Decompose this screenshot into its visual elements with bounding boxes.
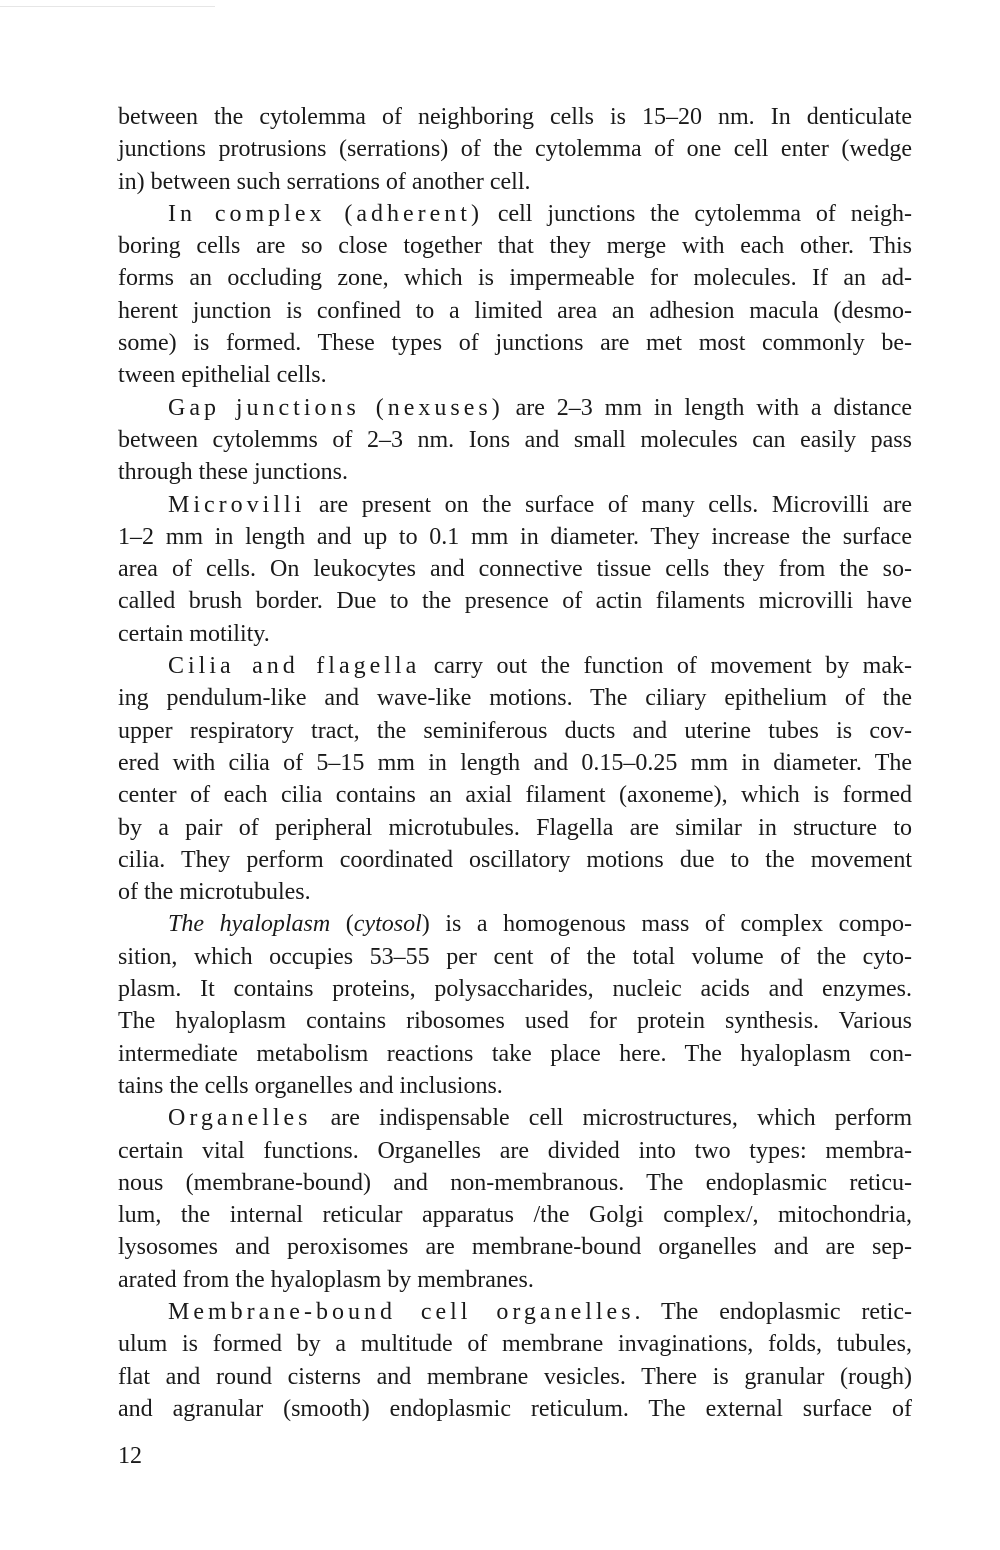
- text-run: cilia. They perform coordinated oscillatory motions due to the movement: [118, 846, 912, 873]
- text-run: certain vital functions. Organelles are divided into two types: membra-: [118, 1137, 912, 1164]
- text-run: herent junction is confined to a limited area an adhesion macula (desmo-: [118, 297, 912, 324]
- text-run: tains the cells organelles and inclusions.: [118, 1072, 503, 1099]
- text-run: 1–2 mm in length and up to 0.1 mm in diameter. They increase the surface: [118, 523, 912, 550]
- page-number: 12: [118, 1443, 142, 1469]
- text-line: [118, 844, 912, 876]
- text-run: are 2–3 mm in length with a distance: [503, 394, 912, 421]
- text-run: of the microtubules.: [118, 879, 311, 906]
- text-line: [118, 1070, 912, 1102]
- text-run: intermediate metabolism reactions take place here. The hyaloplasm con-: [118, 1040, 912, 1067]
- italic-term: The hyaloplasm: [168, 911, 331, 938]
- text-run: ) is a homogenous mass of complex compo-: [421, 911, 912, 938]
- text-line: [118, 1005, 912, 1037]
- text-run: flat and round cisterns and membrane vesicles. There is granular (rough): [118, 1363, 912, 1390]
- text-line: [118, 166, 912, 198]
- scan-edge-line: [0, 6, 215, 7]
- spaced-term: Cilia and flagella: [168, 653, 421, 680]
- text-run: nous (membrane-bound) and non-membranous. The endoplasmic reticu-: [118, 1169, 912, 1196]
- text-run: through these junctions.: [118, 459, 348, 486]
- text-run: between cytolemms of 2–3 nm. Ions and small molecules can easily pass: [118, 426, 912, 453]
- text-run: by a pair of peripheral microtubules. Flagella are similar in structure to: [118, 814, 912, 841]
- text-run: tween epithelial cells.: [118, 362, 327, 389]
- text-line: [118, 1199, 912, 1231]
- text-line: [118, 941, 912, 973]
- text-run: area of cells. On leukocytes and connective tissue cells they from the so-: [118, 556, 912, 583]
- text-run: lum, the internal reticular apparatus /the Golgi complex/, mitochondria,: [118, 1202, 912, 1229]
- text-line: [118, 650, 912, 682]
- text-run: in) between such serrations of another cell.: [118, 168, 531, 195]
- text-line: [118, 101, 912, 133]
- text-run: boring cells are so close together that they merge with each other. This: [118, 233, 912, 260]
- text-line: [118, 1393, 912, 1425]
- text-run: forms an occluding zone, which is impermeable for molecules. If an ad-: [118, 265, 912, 292]
- text-run: certain motility.: [118, 620, 270, 647]
- text-line: [118, 973, 912, 1005]
- text-line: [118, 1167, 912, 1199]
- text-line: [118, 908, 912, 940]
- text-run: and agranular (smooth) endoplasmic reticulum. The external surface of: [118, 1395, 912, 1422]
- text-line: [118, 424, 912, 456]
- text-line: [118, 295, 912, 327]
- text-line: [118, 553, 912, 585]
- text-run: ulum is formed by a multitude of membrane invaginations, folds, tubules,: [118, 1331, 912, 1358]
- text-line: [118, 682, 912, 714]
- text-run: sition, which occupies 53–55 per cent of the total volume of the cyto-: [118, 943, 912, 970]
- text-run: center of each cilia contains an axial filament (axoneme), which is formed: [118, 782, 912, 809]
- text-line: [118, 618, 912, 650]
- text-line: [118, 747, 912, 779]
- body-text: [118, 101, 912, 1425]
- text-run: junctions protrusions (serrations) of the cytolemma of one cell enter (wedge: [118, 136, 912, 163]
- text-run: ing pendulum-like and wave-like motions. The ciliary epithelium of the: [118, 685, 912, 712]
- text-run: upper respiratory tract, the seminiferous ducts and uterine tubes is cov-: [118, 717, 912, 744]
- text-line: [118, 1328, 912, 1360]
- text-run: cell junctions the cytolemma of neigh-: [482, 200, 912, 227]
- spaced-term: Microvilli: [168, 491, 306, 518]
- text-line: [118, 262, 912, 294]
- text-line: [118, 1296, 912, 1328]
- text-line: [118, 585, 912, 617]
- text-run: are indispensable cell microstructures, which perform: [311, 1105, 912, 1132]
- text-run: are present on the surface of many cells. Microvilli are: [305, 491, 912, 518]
- text-line: [118, 489, 912, 521]
- text-line: [118, 1361, 912, 1393]
- spaced-term: In complex (adherent): [168, 200, 483, 227]
- text-run: called brush border. Due to the presence of actin filaments microvilli have: [118, 588, 912, 615]
- text-line: [118, 1038, 912, 1070]
- spaced-term: Membrane-bound cell organelles: [168, 1298, 635, 1325]
- spaced-term: Gap junctions (nexuses): [168, 394, 504, 421]
- text-line: [118, 198, 912, 230]
- text-run: (: [330, 911, 354, 938]
- text-line: [118, 1264, 912, 1296]
- text-line: [118, 876, 912, 908]
- text-run: . The endoplasmic retic-: [634, 1298, 912, 1325]
- italic-term: cytosol: [353, 911, 422, 938]
- text-line: [118, 230, 912, 262]
- text-line: [118, 359, 912, 391]
- text-line: [118, 1102, 912, 1134]
- text-line: [118, 456, 912, 488]
- text-line: [118, 1231, 912, 1263]
- text-run: arated from the hyaloplasm by membranes.: [118, 1266, 534, 1293]
- text-run: lysosomes and peroxisomes are membrane-bound organelles and are sep-: [118, 1234, 912, 1261]
- text-run: ered with cilia of 5–15 mm in length and 0.15–0.25 mm in diameter. The: [118, 749, 912, 776]
- text-line: [118, 715, 912, 747]
- text-line: [118, 521, 912, 553]
- text-run: carry out the function of movement by mak-: [420, 653, 912, 680]
- spaced-term: Organelles: [168, 1105, 312, 1132]
- text-line: [118, 1135, 912, 1167]
- text-line: [118, 779, 912, 811]
- text-line: [118, 812, 912, 844]
- text-line: [118, 133, 912, 165]
- text-run: between the cytolemma of neighboring cells is 15–20 nm. In denticulate: [118, 104, 912, 130]
- text-run: plasm. It contains proteins, polysaccharides, nucleic acids and enzymes.: [118, 976, 912, 1003]
- text-line: [118, 327, 912, 359]
- text-run: some) is formed. These types of junctions are met most commonly be-: [118, 330, 912, 357]
- text-line: [118, 392, 912, 424]
- text-run: The hyaloplasm contains ribosomes used for protein synthesis. Various: [118, 1008, 912, 1035]
